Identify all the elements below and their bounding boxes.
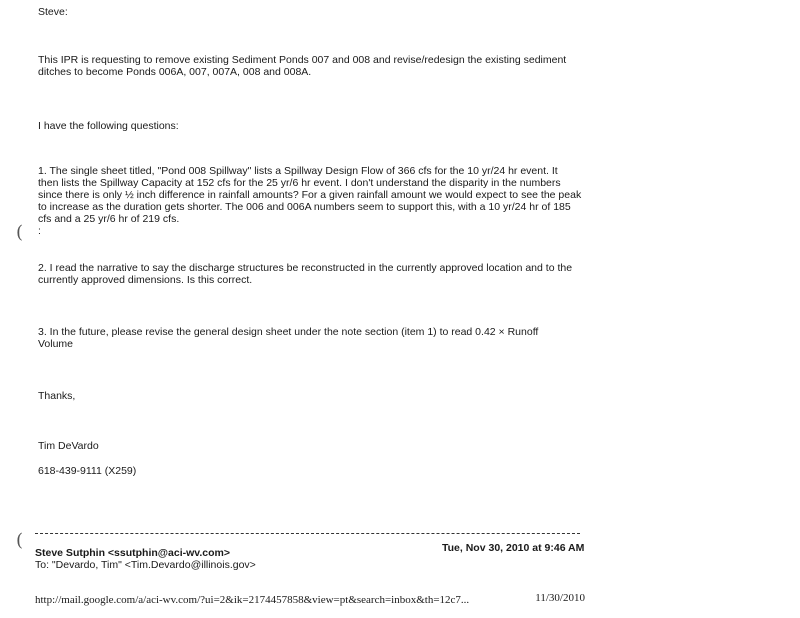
question-2 — [38, 262, 572, 286]
scan-bracket-mark: ( — [16, 530, 24, 551]
email-from: Steve Sutphin <ssutphin@aci-wv.com> — [35, 547, 231, 559]
question-1-line: since there is only ½ inch difference in rainfall amounts? For a given rainfall amount we would expect to see the peak — [38, 189, 582, 201]
question-1-line: cfs and a 25 yr/6 hr of 219 cfs. — [38, 213, 180, 225]
footer-print-date: 11/30/2010 — [535, 592, 585, 604]
question-3-line: Volume — [38, 338, 74, 350]
signature-phone: 618-439-9111 (X259) — [38, 465, 137, 477]
greeting: Steve: — [38, 6, 68, 18]
intro-line: This IPR is requesting to remove existing Sediment Ponds 007 and 008 and revise/redesign the existing sediment — [38, 54, 567, 66]
question-2-line: currently approved dimensions. Is this correct. — [38, 274, 253, 286]
footer-url: http://mail.google.com/a/aci-wv.com/?ui=2&ik=2174457858&view=pt&search=inbox&th=12c7... — [35, 594, 470, 606]
thanks: Thanks, — [38, 390, 76, 402]
questions-intro: I have the following questions: — [38, 120, 179, 132]
question-1-line: to increase as the duration gets shorter. The 006 and 006A numbers seem to support this, with a 10 yr/24 hr of 185 — [38, 201, 571, 213]
intro-line: ditches to become Ponds 006A, 007, 007A, 008 and 008A. — [38, 66, 312, 78]
question-1 — [38, 165, 581, 237]
question-3 — [38, 326, 538, 350]
signature-name: Tim DeVardo — [38, 440, 99, 452]
question-3-line: 3. In the future, please revise the general design sheet under the note section (item 1) to read 0.42 × Runoff — [38, 326, 539, 338]
intro-paragraph — [38, 54, 566, 78]
question-2-line: 2. I read the narrative to say the discharge structures be reconstructed in the currently approved location and to the — [38, 262, 573, 274]
scan-bracket-mark: ( — [16, 222, 24, 243]
question-1-line: 1. The single sheet titled, "Pond 008 Spillway" lists a Spillway Design Flow of 366 cfs for the 10 yr/24 hr event. It — [38, 165, 558, 177]
separator-line — [35, 533, 580, 534]
question-1-line: : — [38, 225, 41, 237]
email-date: Tue, Nov 30, 2010 at 9:46 AM — [442, 542, 585, 554]
question-1-line: then lists the Spillway Capacity at 152 cfs for the 25 yr/6 hr event. I don't understand the disparity in the numbers — [38, 177, 561, 189]
email-to: To: "Devardo, Tim" <Tim.Devardo@illinois.gov> — [35, 559, 256, 571]
